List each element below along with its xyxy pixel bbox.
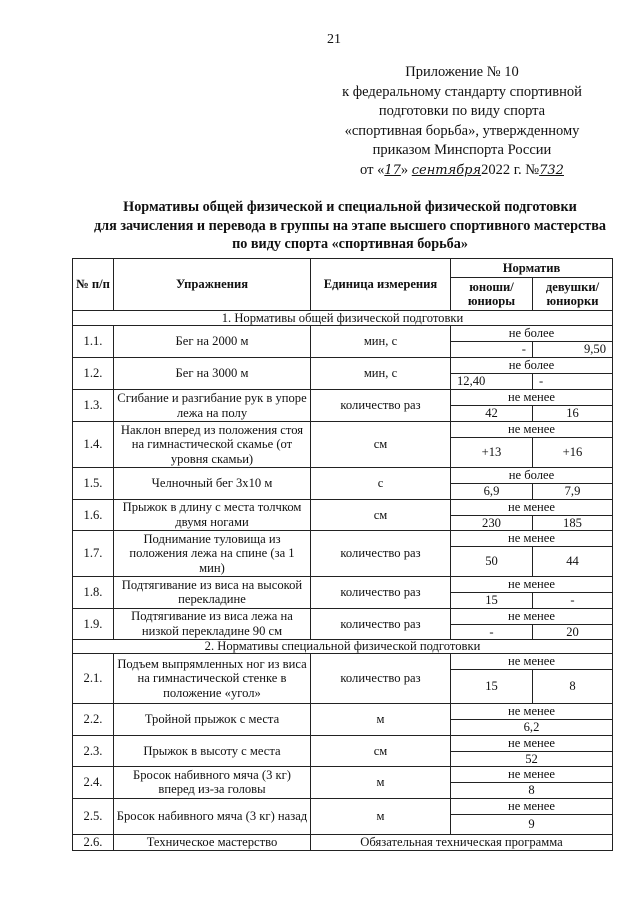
value-boys: 15 <box>451 670 533 704</box>
header-boys: юноши/ юниоры <box>451 278 533 311</box>
table-row <box>73 834 613 850</box>
table-row <box>73 577 613 593</box>
table-row <box>73 704 613 720</box>
appendix-line: Приложение № 10 <box>405 64 519 80</box>
section-row <box>73 311 613 326</box>
header-num: № п/п <box>73 259 114 311</box>
section-title: 1. Нормативы общей физической подготовки <box>73 311 613 326</box>
row-number: 2.3. <box>73 735 114 767</box>
table-row <box>73 654 613 670</box>
table-row <box>73 326 613 342</box>
requirement: не менее <box>451 577 613 593</box>
value-boys: 42 <box>451 406 533 422</box>
unit: см <box>311 499 451 531</box>
table-row <box>73 390 613 406</box>
requirement: не менее <box>451 704 613 720</box>
row-number: 1.2. <box>73 358 114 390</box>
exercise-name: Сгибание и разгибание рук в упоре лежа на полу <box>114 390 311 422</box>
exercise-name: Прыжок в длину с места толчком двумя ногами <box>114 499 311 531</box>
appendix-line: приказом Минспорта России <box>372 142 552 159</box>
exercise-name: Подтягивание из виса на высокой перекладине <box>114 577 311 609</box>
unit: м <box>311 767 451 799</box>
value-girls: 185 <box>533 515 613 531</box>
requirement: не менее <box>451 735 613 751</box>
exercise-name: Тройной прыжок с места <box>114 704 311 736</box>
value-boys: 230 <box>451 515 533 531</box>
value-boys: 12,40 <box>451 374 533 390</box>
requirement: не более <box>451 358 613 374</box>
requirement: не более <box>451 326 613 342</box>
title-line: по виду спорта «спортивная борьба» <box>232 236 468 252</box>
title-line: Нормативы общей физической и специальной физической подготовки <box>123 199 577 215</box>
row-number: 1.9. <box>73 608 114 640</box>
date-year: 2022 г. № <box>481 161 540 178</box>
exercise-name: Подтягивание из виса лежа на низкой перекладине 90 см <box>114 608 311 640</box>
value-both: 6,2 <box>451 720 613 736</box>
unit: м <box>311 704 451 736</box>
requirement: не менее <box>451 422 613 438</box>
handwritten-day: 17 <box>384 162 401 178</box>
exercise-name: Техническое мастерство <box>114 834 311 850</box>
value-girls: 8 <box>533 670 613 704</box>
program-note: Обязательная техническая программа <box>311 834 613 850</box>
unit: м <box>311 798 451 834</box>
date-prefix: от « <box>360 161 385 178</box>
row-number: 1.7. <box>73 531 114 577</box>
page-number: 21 <box>327 32 341 47</box>
row-number: 1.4. <box>73 422 114 468</box>
exercise-name: Бег на 3000 м <box>114 358 311 390</box>
value-boys: 15 <box>451 593 533 609</box>
appendix-line: к федеральному стандарту спортивной <box>342 83 582 100</box>
unit: количество раз <box>311 577 451 609</box>
table-row <box>73 767 613 783</box>
value-both: 9 <box>451 814 613 834</box>
requirement: не менее <box>451 608 613 624</box>
row-number: 1.5. <box>73 468 114 500</box>
unit: мин, с <box>311 326 451 358</box>
table-row <box>73 422 613 438</box>
value-both: 52 <box>451 751 613 767</box>
unit: с <box>311 468 451 500</box>
table-row <box>73 358 613 374</box>
requirement: не более <box>451 468 613 484</box>
row-number: 1.8. <box>73 577 114 609</box>
row-number: 2.1. <box>73 654 114 704</box>
requirement: не менее <box>451 531 613 547</box>
header-girls: девушки/ юниорки <box>533 278 613 311</box>
table-row <box>73 499 613 515</box>
table-row <box>73 798 613 814</box>
value-girls: 9,50 <box>533 342 613 358</box>
header-norm: Норматив <box>451 259 613 278</box>
requirement: не менее <box>451 798 613 814</box>
handwritten-month: сентября <box>411 162 482 178</box>
requirement: не менее <box>451 390 613 406</box>
value-girls: +16 <box>533 438 613 468</box>
appendix-header <box>318 63 606 181</box>
exercise-name: Бросок набивного мяча (3 кг) назад <box>114 798 311 834</box>
table-row <box>73 608 613 624</box>
row-number: 1.6. <box>73 499 114 531</box>
unit: количество раз <box>311 608 451 640</box>
section-row <box>73 640 613 654</box>
row-number: 1.3. <box>73 390 114 422</box>
requirement: не менее <box>451 767 613 783</box>
unit: см <box>311 422 451 468</box>
value-girls: 20 <box>533 624 613 640</box>
exercise-name: Подъем выпрямленных ног из виса на гимнастической стенке в положение «угол» <box>114 654 311 704</box>
row-number: 2.2. <box>73 704 114 736</box>
value-girls: 44 <box>533 547 613 577</box>
value-boys: 6,9 <box>451 484 533 500</box>
value-both: 8 <box>451 783 613 799</box>
exercise-name: Прыжок в высоту с места <box>114 735 311 767</box>
row-number: 2.5. <box>73 798 114 834</box>
row-number: 2.6. <box>73 834 114 850</box>
value-boys: +13 <box>451 438 533 468</box>
value-boys: - <box>451 624 533 640</box>
exercise-name: Бег на 2000 м <box>114 326 311 358</box>
row-number: 1.1. <box>73 326 114 358</box>
handwritten-order-number: 732 <box>539 162 564 178</box>
exercise-name: Наклон вперед из положения стоя на гимнастической скамье (от уровня скамьи) <box>114 422 311 468</box>
date-mid: » <box>400 161 409 178</box>
requirement: не менее <box>451 499 613 515</box>
order-date-line <box>318 161 606 181</box>
table-row <box>73 468 613 484</box>
unit: количество раз <box>311 654 451 704</box>
value-boys: - <box>451 342 533 358</box>
value-girls: - <box>533 374 613 390</box>
table-row <box>73 735 613 751</box>
unit: количество раз <box>311 531 451 577</box>
value-girls: 7,9 <box>533 484 613 500</box>
header-exercise: Упражнения <box>114 259 311 311</box>
exercise-name: Поднимание туловища из положения лежа на спине (за 1 мин) <box>114 531 311 577</box>
requirement: не менее <box>451 654 613 670</box>
unit: мин, с <box>311 358 451 390</box>
row-number: 2.4. <box>73 767 114 799</box>
unit: см <box>311 735 451 767</box>
document-title <box>70 198 630 254</box>
exercise-name: Челночный бег 3х10 м <box>114 468 311 500</box>
norms-table <box>72 258 613 851</box>
value-girls: - <box>533 593 613 609</box>
appendix-line: «спортивная борьба», утвержденному <box>344 122 580 139</box>
value-girls: 16 <box>533 406 613 422</box>
title-line: для зачисления и перевода в группы на этапе высшего спортивного мастерства <box>93 217 607 234</box>
header-unit: Единица измерения <box>311 259 451 311</box>
table-row <box>73 531 613 547</box>
value-boys: 50 <box>451 547 533 577</box>
section-title: 2. Нормативы специальной физической подготовки <box>73 640 613 654</box>
exercise-name: Бросок набивного мяча (3 кг) вперед из-за головы <box>114 767 311 799</box>
appendix-line: подготовки по виду спорта <box>378 103 546 120</box>
unit: количество раз <box>311 390 451 422</box>
